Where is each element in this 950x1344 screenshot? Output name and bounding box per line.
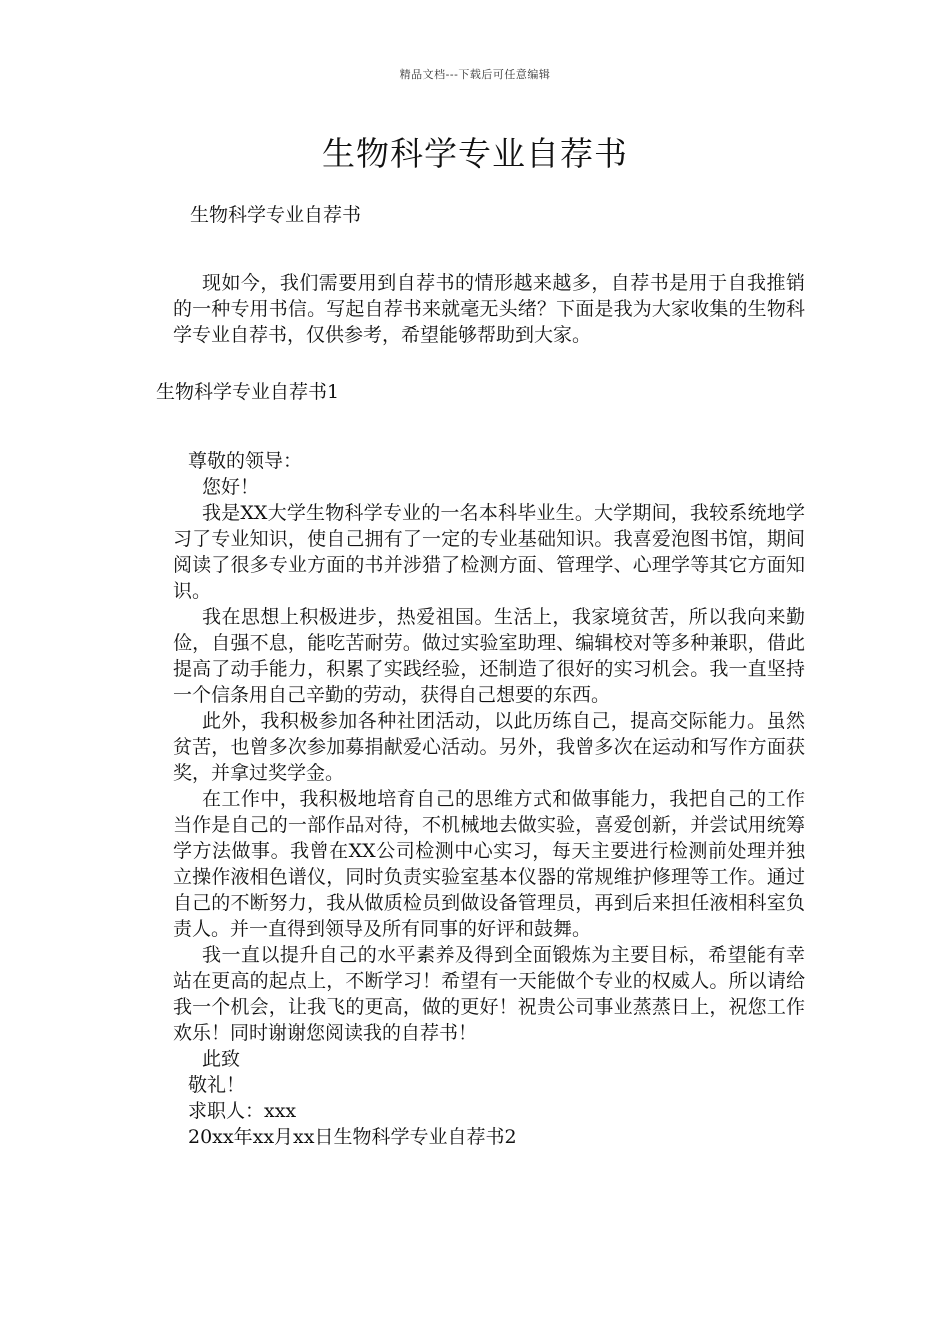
section-title-1: 生物科学专业自荐书1	[156, 381, 340, 403]
body-paragraph: 我在思想上积极进步，热爱祖国。生活上，我家境贫苦，所以我向来勤俭，自强不息，能吃苦耐劳。做过实验室助理、编辑校对等多种兼职，借此提高了动手能力，积累了实践经验，还制造了很好的实习机会。我一直坚持一个信条用自己辛勤的劳动，获得自己想要的东西。	[173, 606, 805, 706]
date-line: 20xx年xx月xx日生物科学专业自荐书2	[188, 1126, 517, 1148]
intro-paragraph: 现如今，我们需要用到自荐书的情形越来越多，自荐书是用于自我推销的一种专用书信。写起自荐书来就毫无头绪？下面是我为大家收集的生物科学专业自荐书，仅供参考，希望能够帮助到大家。	[173, 272, 805, 346]
body-paragraph: 我是XX大学生物科学专业的一名本科毕业生。大学期间，我较系统地学习了专业知识，使自己拥有了一定的专业基础知识。我喜爱泡图书馆，期间阅读了很多专业方面的书并涉猎了检测方面、管理学、心理学等其它方面知识。	[173, 502, 805, 602]
body-paragraph: 此外，我积极参加各种社团活动，以此历练自己，提高交际能力。虽然贫苦，也曾多次参加募捐献爱心活动。另外，我曾多次在运动和写作方面获奖，并拿过奖学金。	[173, 710, 805, 784]
document-subtitle: 生物科学专业自荐书	[190, 204, 362, 226]
closing-respect: 此致	[202, 1048, 241, 1070]
letter-body	[173, 448, 805, 1150]
body-paragraph: 我一直以提升自己的水平素养及得到全面锻炼为主要目标，希望能有幸站在更高的起点上，不断学习！希望有一天能做个专业的权威人。所以请给我一个机会，让我飞的更高，做的更好！祝贵公司事业蒸蒸日上，祝您工作欢乐！同时谢谢您阅读我的自荐书！	[173, 944, 805, 1044]
header-note: 精品文档---下载后可任意编辑	[399, 68, 551, 81]
greeting: 您好！	[202, 476, 260, 498]
signer-line: 求职人：xxx	[188, 1100, 297, 1122]
document-title: 生物科学专业自荐书	[322, 134, 628, 173]
closing-salute: 敬礼！	[188, 1074, 246, 1096]
body-paragraph: 在工作中，我积极地培育自己的思维方式和做事能力，我把自己的工作当作是自己的一部作品对待，不机械地去做实验，喜爱创新，并尝试用统筹学方法做事。我曾在XX公司检测中心实习，每天主要进行检测前处理并独立操作液相色谱仪，同时负责实验室基本仪器的常规维护修理等工作。通过自己的不断努力，我从做质检员到做设备管理员，再到后来担任液相科室负责人。并一直得到领导及所有同事的好评和鼓舞。	[173, 788, 805, 940]
salutation: 尊敬的领导：	[188, 450, 303, 472]
